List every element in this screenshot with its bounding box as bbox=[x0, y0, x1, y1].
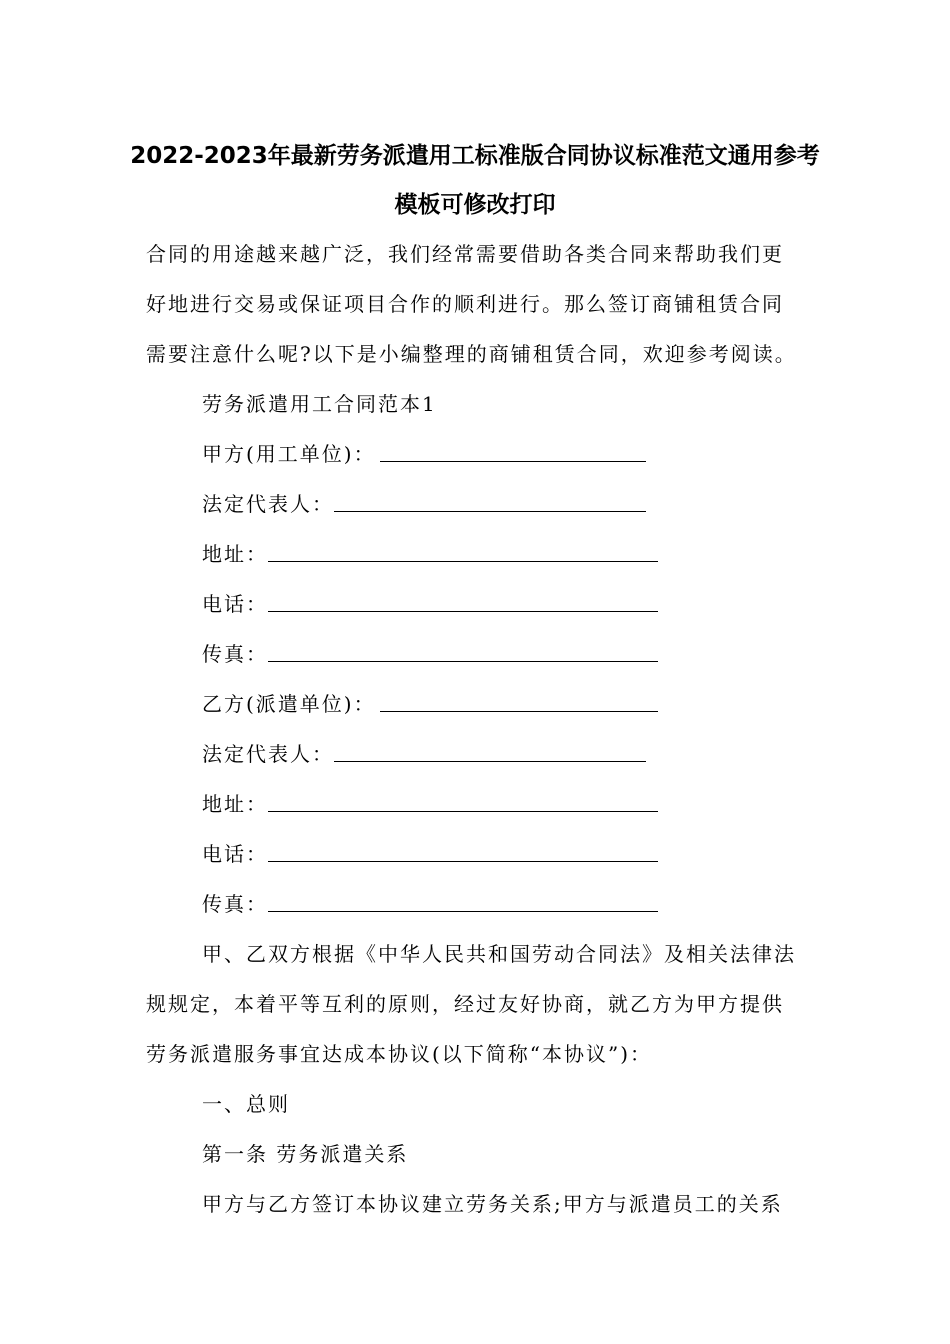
party-b-address-label: 地址： bbox=[202, 792, 268, 816]
article-1-heading: 第一条 劳务派遣关系 bbox=[202, 1142, 409, 1166]
document-title-line-1: 2022-2023年最新劳务派遣用工标准版合同协议标准范文通用参考 bbox=[130, 143, 820, 169]
party-b-representative-label: 法定代表人： bbox=[202, 742, 334, 766]
party-b-representative-blank bbox=[334, 761, 646, 762]
preamble-line-1: 甲、乙双方根据《中华人民共和国劳动合同法》及相关法律法 bbox=[202, 942, 796, 966]
intro-line-3: 需要注意什么呢?以下是小编整理的商铺租赁合同，欢迎参考阅读。 bbox=[146, 342, 797, 366]
party-b-address-blank bbox=[268, 811, 658, 812]
party-b-blank bbox=[380, 711, 658, 712]
intro-line-1: 合同的用途越来越广泛，我们经常需要借助各类合同来帮助我们更 bbox=[146, 242, 784, 266]
preamble-line-2: 规规定，本着平等互利的原则，经过友好协商，就乙方为甲方提供 bbox=[146, 992, 784, 1016]
party-a-fax-label: 传真： bbox=[202, 642, 268, 666]
article-1-text: 甲方与乙方签订本协议建立劳务关系;甲方与派遣员工的关系 bbox=[202, 1192, 783, 1216]
party-b-phone-label: 电话： bbox=[202, 842, 268, 866]
party-a-phone-label: 电话： bbox=[202, 592, 268, 616]
party-b-fax-label: 传真： bbox=[202, 892, 268, 916]
party-a-phone-blank bbox=[268, 611, 658, 612]
party-a-address-label: 地址： bbox=[202, 542, 268, 566]
party-a-fax-blank bbox=[268, 661, 658, 662]
party-b-label: 乙方(派遣单位)： bbox=[202, 692, 376, 716]
intro-line-2: 好地进行交易或保证项目合作的顺利进行。那么签订商铺租赁合同 bbox=[146, 292, 784, 316]
party-b-phone-blank bbox=[268, 861, 658, 862]
party-b-fax-blank bbox=[268, 911, 658, 912]
party-a-address-blank bbox=[268, 561, 658, 562]
section-heading: 劳务派遣用工合同范本1 bbox=[202, 392, 437, 416]
document-title-line-2: 模板可修改打印 bbox=[394, 192, 556, 218]
party-a-representative-label: 法定代表人： bbox=[202, 492, 334, 516]
party-a-representative-blank bbox=[334, 511, 646, 512]
party-a-label: 甲方(用工单位)： bbox=[202, 442, 376, 466]
party-a-blank bbox=[380, 461, 646, 462]
preamble-line-3: 劳务派遣服务事宜达成本协议(以下简称“本协议”)： bbox=[146, 1042, 653, 1066]
chapter-1-heading: 一、总则 bbox=[202, 1092, 290, 1116]
